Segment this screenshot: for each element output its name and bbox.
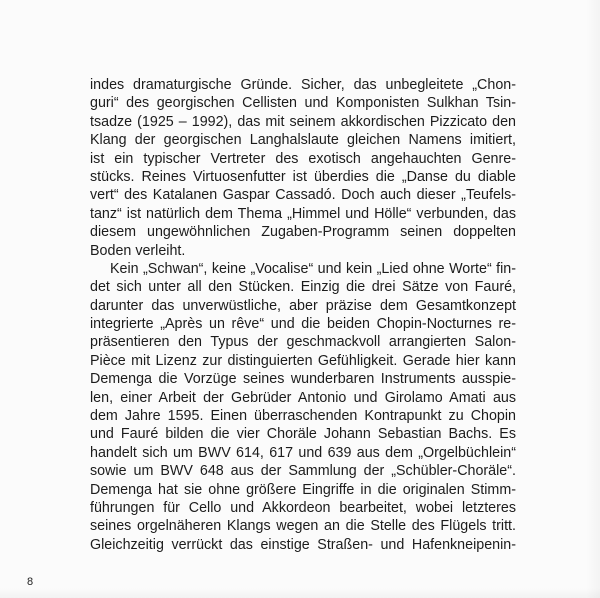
text-line: len, einer Arbeit der Gebrüder Antonio und Girolamo Amati aus — [90, 389, 516, 406]
text-line: tanz“ ist natürlich dem Thema „Himmel und Hölle“ verbunden, das — [90, 205, 516, 222]
paragraph-2 — [90, 260, 516, 554]
text-line: tsadze (1925 – 1992), das mit seinem akkordischen Pizzicato den — [90, 113, 516, 130]
text-line: vert“ des Katalanen Gaspar Cassadó. Doch auch dieser „Teufels- — [90, 187, 516, 204]
text-line: präsentieren den Typus der geschmackvoll arrangierten Salon- — [90, 334, 516, 351]
text-line: Pièce mit Lizenz zur distinguierten Gefühligkeit. Gerade hier kann — [90, 352, 516, 369]
text-line: Kein „Schwan“, keine „Vocalise“ und kein „Lied ohne Worte“ fin- — [110, 260, 516, 277]
text-line: dem Jahre 1595. Einen überraschenden Kontrapunkt zu Chopin — [90, 408, 516, 425]
page-edge-shadow — [586, 0, 600, 598]
text-line: führungen für Cello und Akkordeon bearbeitet, wobei letzteres — [90, 499, 516, 516]
text-line: und Fauré bilden die vier Choräle Johann Sebastian Bachs. Es — [90, 426, 516, 443]
page-bottom-shadow — [0, 588, 600, 598]
text-line: ist ein typischer Vertreter des exotisch angehauchten Genre- — [90, 150, 516, 167]
text-line: handelt sich um BWV 614, 617 und 639 aus dem „Orgelbüchlein“ — [90, 444, 516, 461]
text-line: diesem ungewöhnlichen Zugaben-Programm seinen doppelten — [90, 224, 516, 241]
page-number: 8 — [27, 576, 34, 588]
text-line: indes dramaturgische Gründe. Sicher, das unbegleitete „Chon- — [90, 77, 516, 93]
text-line: stücks. Reines Virtuosenfutter ist überdies die „Danse du diable — [90, 168, 516, 185]
text-line: Demenga die Vorzüge seines wunderbaren Instruments ausspie- — [90, 371, 516, 388]
text-line: Klang der georgischen Langhalslaute gleichen Namens imitiert, — [90, 132, 516, 149]
text-line: det sich unter all den Stücken. Einzig die drei Sätze von Fauré, — [90, 279, 516, 296]
text-line: sowie um BWV 648 aus der Sammlung der „Schübler-Choräle“. — [90, 463, 516, 480]
text-line: Demenga hat sie ohne größere Eingriffe in die originalen Stimm- — [90, 481, 516, 498]
text-line: darunter das unverwüstliche, aber präzise dem Gesamtkonzept — [90, 297, 516, 314]
text-line: integrierte „Après un rêve“ und die beiden Chopin-Nocturnes re- — [90, 316, 516, 333]
text-line: Gleichzeitig verrückt das einstige Straßen- und Hafenkneipenin- — [90, 536, 516, 553]
body-text — [90, 76, 516, 554]
paragraph-1 — [90, 76, 516, 260]
text-line: seines orgelnäheren Klangs wegen an die Stelle des Flügels tritt. — [90, 518, 516, 535]
text-line: guri“ des georgischen Cellisten und Komponisten Sulkhan Tsin- — [90, 95, 516, 112]
text-line: Boden verleiht. — [90, 242, 186, 259]
